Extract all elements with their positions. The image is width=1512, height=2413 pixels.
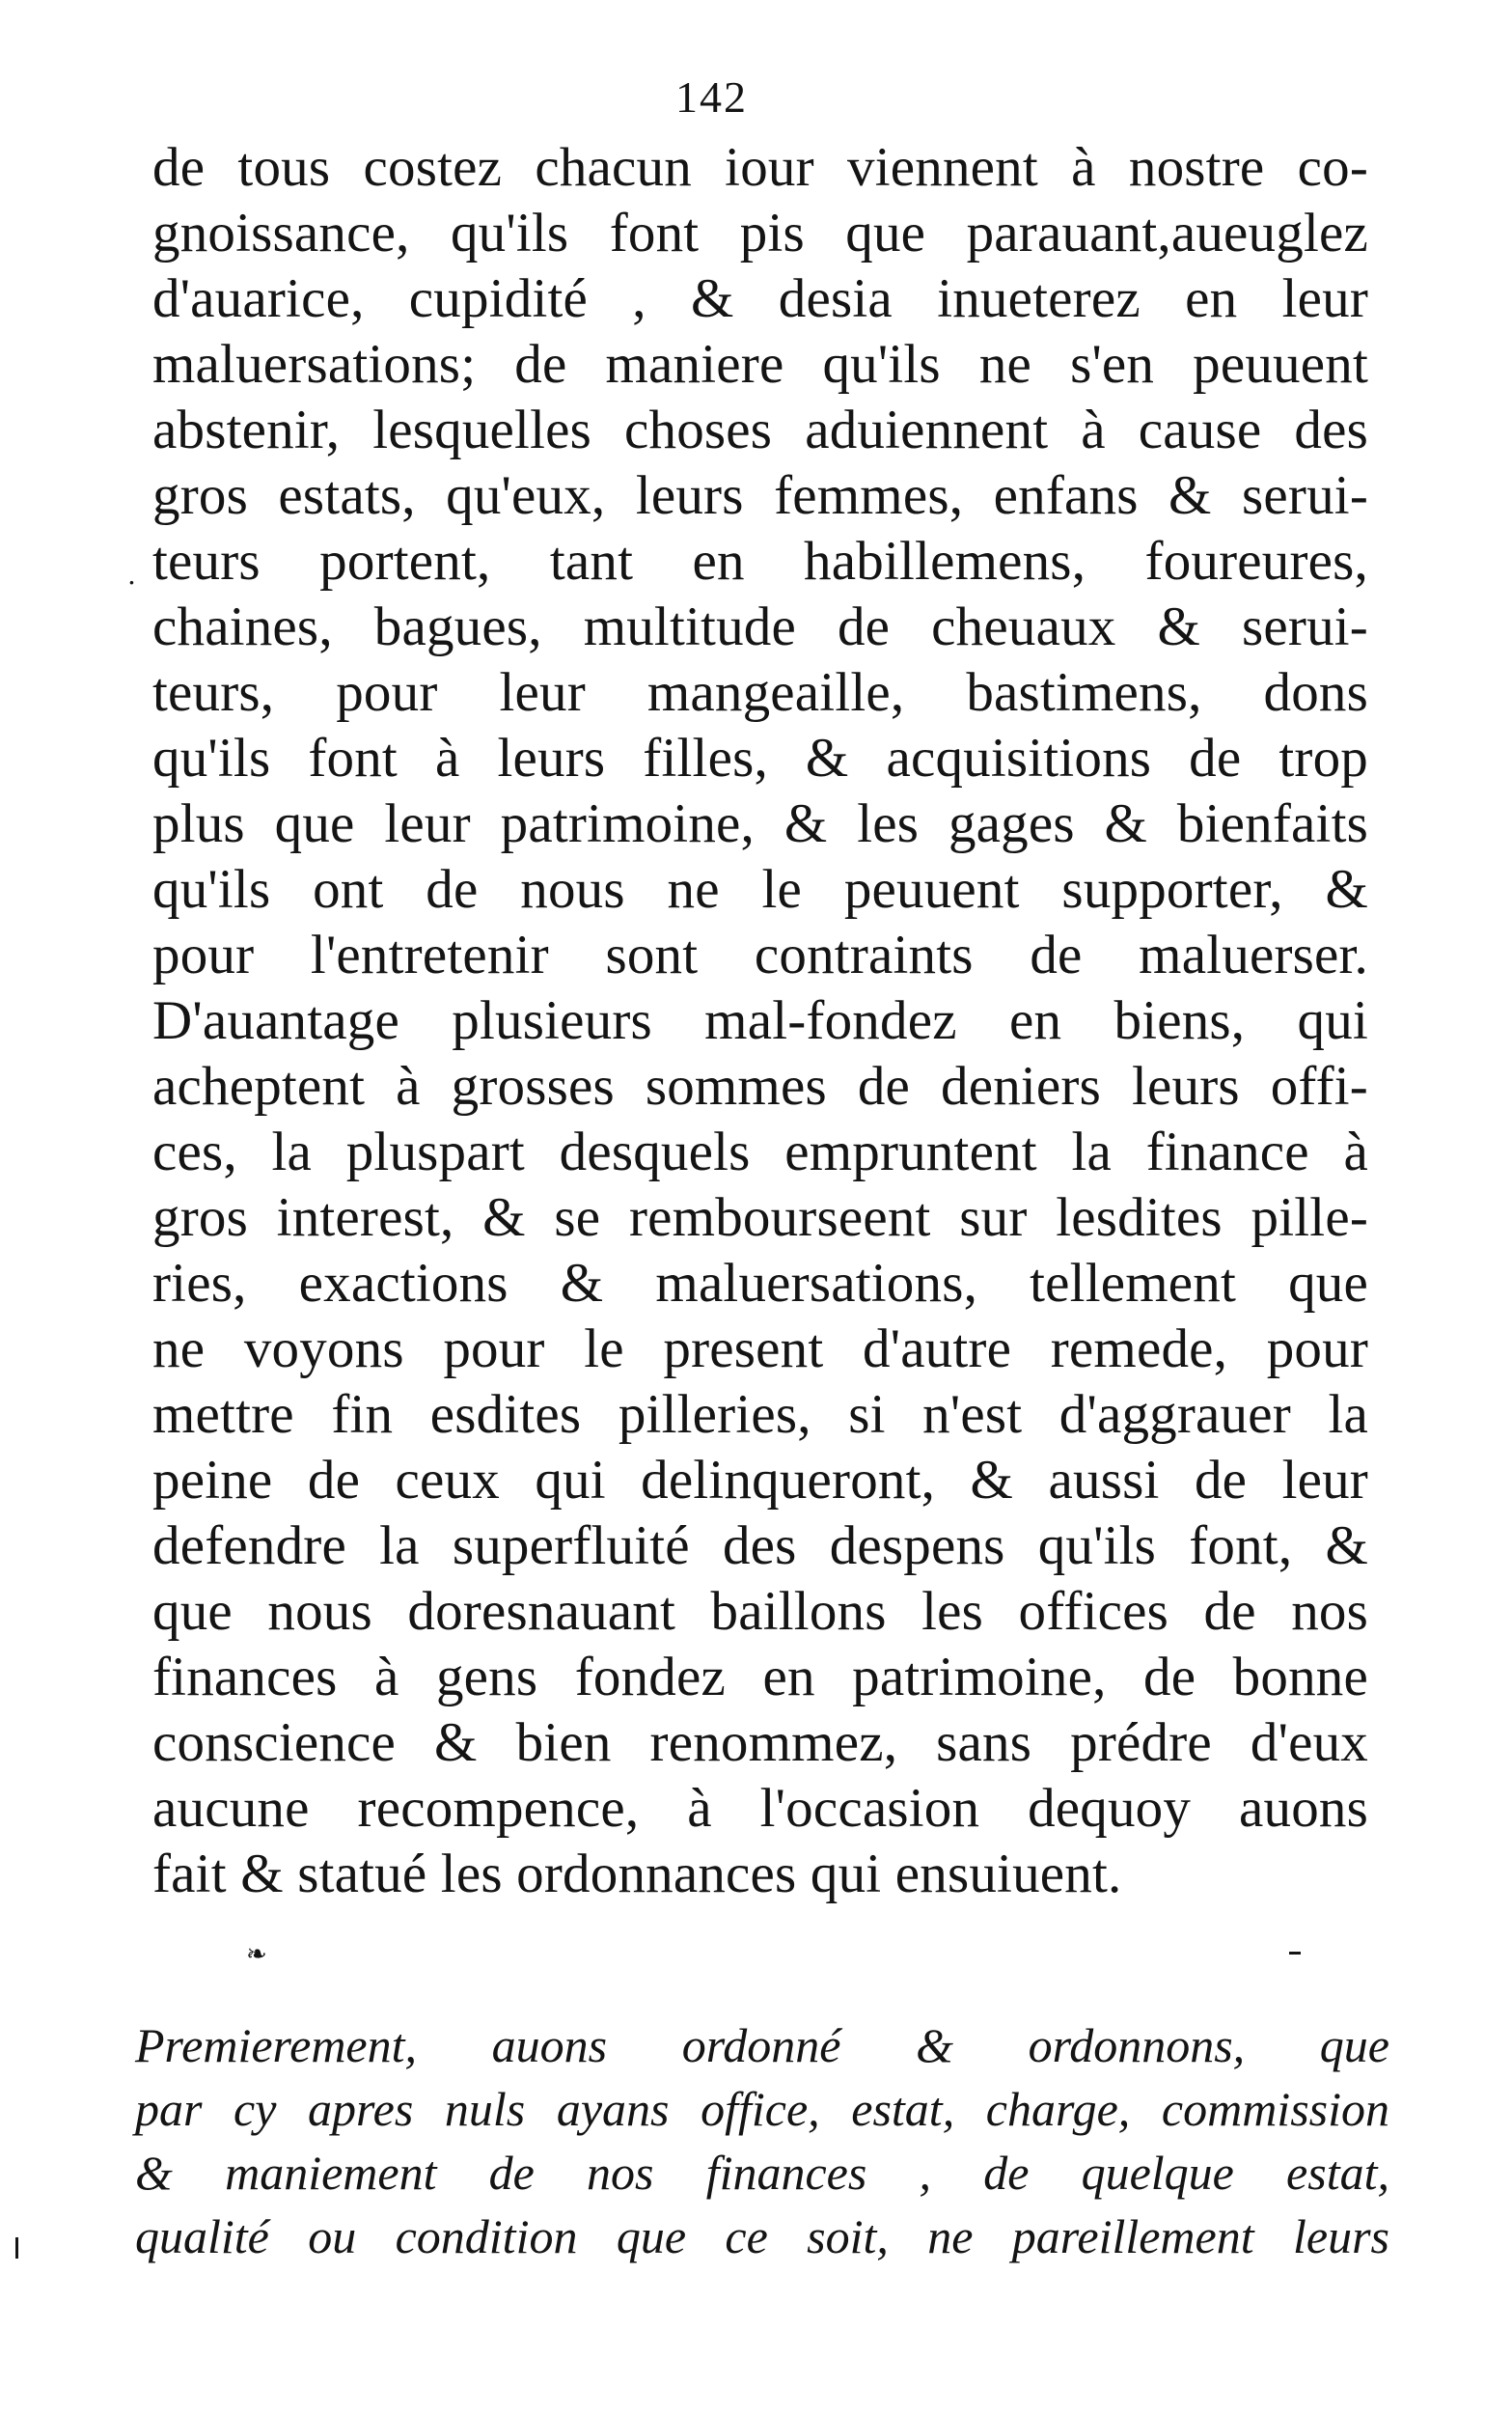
text-line: ces, la pluspart desquels empruntent la finance à xyxy=(152,1122,1368,1182)
text-line: acheptent à grosses sommes de deniers leurs offi- xyxy=(152,1056,1368,1117)
italic-paragraph xyxy=(135,2013,1389,2268)
text-line: ne voyons pour le present d'autre remede, pour xyxy=(152,1318,1368,1379)
text-line: plus que leur patrimoine, & les gages & bienfaits xyxy=(152,793,1368,854)
italic-text-line: qualité ou condition que ce soit, ne pareillement leurs xyxy=(135,2209,1389,2263)
text-line: qu'ils font à leurs filles, & acquisitions de trop xyxy=(152,728,1368,789)
italic-text-line: Premierement, auons ordonné & ordonnons, que xyxy=(135,2018,1389,2072)
text-line: abstenir, lesquelles choses aduiennent à cause des xyxy=(152,400,1368,460)
text-line: fait & statué les ordonnances qui ensuiuent. xyxy=(152,1844,1122,1904)
margin-dot: . xyxy=(127,559,136,591)
italic-text-line: par cy apres nuls ayans office, estat, charge, commission xyxy=(135,2082,1389,2136)
text-line: gros interest, & se rembourseent sur lesdites pille- xyxy=(152,1187,1368,1248)
text-line: conscience & bien renommez, sans prédre d'eux xyxy=(152,1712,1368,1773)
dash-mark xyxy=(1289,1952,1301,1955)
body-paragraph xyxy=(152,135,1368,1907)
text-line: pour l'entretenir sont contraints de maluerser. xyxy=(152,925,1368,985)
text-line: gros estats, qu'eux, leurs femmes, enfans & serui- xyxy=(152,465,1368,526)
text-line: chaines, bagues, multitude de cheuaux & serui- xyxy=(152,596,1368,657)
edge-mark xyxy=(15,2237,18,2259)
text-line: teurs, pour leur mangeaille, bastimens, dons xyxy=(152,662,1368,723)
text-line: qu'ils ont de nous ne le peuuent supporter, & xyxy=(152,859,1368,920)
text-line: maluersations; de maniere qu'ils ne s'en peuuent xyxy=(152,334,1368,395)
ornament-mark: ❧ xyxy=(246,1940,267,1969)
italic-text-line: & maniement de nos finances , de quelque estat, xyxy=(135,2146,1389,2200)
text-line: que nous doresnauant baillons les offices de nos xyxy=(152,1581,1368,1642)
text-line: de tous costez chacun iour viennent à nostre co- xyxy=(152,137,1368,198)
text-line: defendre la superfluité des despens qu'ils font, & xyxy=(152,1515,1368,1576)
text-line: d'auarice, cupidité , & desia inueterez en leur xyxy=(152,268,1368,329)
text-line: ries, exactions & maluersations, tellement que xyxy=(152,1253,1368,1314)
text-line: aucune recompence, à l'occasion dequoy auons xyxy=(152,1778,1368,1839)
text-line: mettre fin esdites pilleries, si n'est d'aggrauer la xyxy=(152,1384,1368,1445)
page-number: 142 xyxy=(675,72,748,122)
text-line: gnoissance, qu'ils font pis que parauant,aueuglez xyxy=(152,203,1368,263)
text-line: peine de ceux qui delinqueront, & aussi de leur xyxy=(152,1450,1368,1511)
text-line: D'auantage plusieurs mal-fondez en biens, qui xyxy=(152,990,1368,1051)
text-line: finances à gens fondez en patrimoine, de bonne xyxy=(152,1647,1368,1707)
text-line: teurs portent, tant en habillemens, foureures, xyxy=(152,531,1368,592)
